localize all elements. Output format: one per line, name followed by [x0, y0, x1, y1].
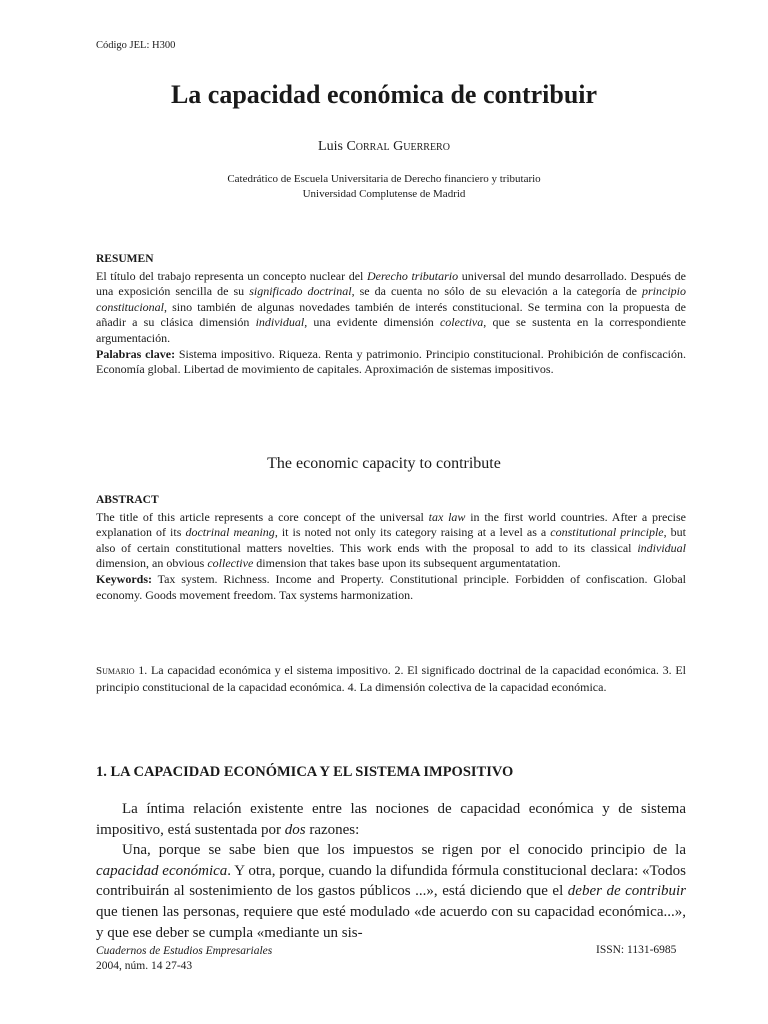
resumen-keywords: Palabras clave: Sistema impositivo. Riqueza. Renta y patrimonio. Principio constitucional. Prohibición de confiscación. Economía global. Libertad de movimiento de capitales. Aproximación de sistemas impositivos.: [96, 346, 686, 377]
abstract-section: [96, 493, 686, 603]
author-surname: Corral Guerrero: [346, 139, 450, 154]
keywords-label-es: Palabras clave:: [96, 346, 176, 361]
resumen-section: [96, 252, 686, 378]
keywords-label-en: Keywords:: [96, 571, 152, 586]
english-title: The economic capacity to contribute: [267, 455, 501, 472]
resumen-text: El título del trabajo representa un concepto nuclear del Derecho tributario universal del mundo desarrollado. Después de una exposición sencilla de su significado doctrinal, se da cuenta no sólo de su elevación a la categoría de principio constitucional, sino también de algunas novedades también de interés constitucional. Se termina con la propuesta de añadir a su clásica dimensión individual, una evidente dimensión colectiva, que se sustenta en la correspondiente argumentación.: [96, 268, 687, 345]
author-first-name: Luis: [318, 139, 343, 154]
sumario-text: 1. La capacidad económica y el sistema impositivo. 2. El significado doctrinal de la capacidad económica. 3. El principio constitucional de la capacidad económica. 4. La dimensión colectiva de la capacidad económica.: [96, 663, 686, 694]
journal-name: Cuadernos de Estudios Empresariales: [96, 945, 273, 957]
abstract-keywords: Keywords: Tax system. Richness. Income and Property. Constitutional principle. Forbidden of confiscation. Global economy. Goods movement freedom. Tax systems harmonization.: [96, 571, 686, 602]
author-name: [0, 139, 768, 155]
journal-issue: 2004, núm. 14 27-43: [96, 960, 193, 972]
section-heading: 1. LA CAPACIDAD ECONÓMICA Y EL SISTEMA IMPOSITIVO: [96, 764, 514, 780]
affiliation-line-1: Catedrático de Escuela Universitaria de Derecho financiero y tributario: [227, 173, 541, 185]
abstract-text: The title of this article represents a core concept of the universal tax law in the first world countries. After a precise explanation of its doctrinal meaning, it is noted not only its category raising at a level as a constitutional principle, but also of certain constitutional matters novelties. This work ends with the proposal to add to its classical individual dimension, an obvious collective dimension that takes base upon its subsequent argumentatation.: [96, 509, 687, 571]
body-paragraph-2: Una, porque se sabe bien que los impuestos se rigen por el conocido principio de la capacidad económica. Y otra, porque, cuando la difundida fórmula constitucional declara: «Todos contribuirán al sostenimiento de los gastos públicos ...», está diciendo que el deber de contribuir que tienen las personas, requiere que esté modulado «de acuerdo con su capacidad económica...», y que ese deber se cumpla «mediante un sis-: [96, 842, 686, 941]
sumario-label: Sumario: [96, 665, 135, 677]
affiliation-line-2: Universidad Complutense de Madrid: [302, 188, 466, 200]
jel-code: Código JEL: H300: [96, 40, 176, 51]
article-title: La capacidad económica de contribuir: [170, 80, 598, 109]
body-text: [96, 799, 686, 943]
body-paragraph-1: La íntima relación existente entre las nociones de capacidad económica y de sistema impositivo, está sustentada por dos razones:: [96, 801, 686, 838]
resumen-heading: RESUMEN: [96, 253, 154, 265]
journal-issn: ISSN: 1131-6985: [596, 944, 677, 956]
footer-journal-block: [96, 944, 272, 974]
abstract-heading: ABSTRACT: [96, 494, 159, 506]
author-affiliation: [0, 172, 768, 202]
sumario: [96, 663, 686, 695]
